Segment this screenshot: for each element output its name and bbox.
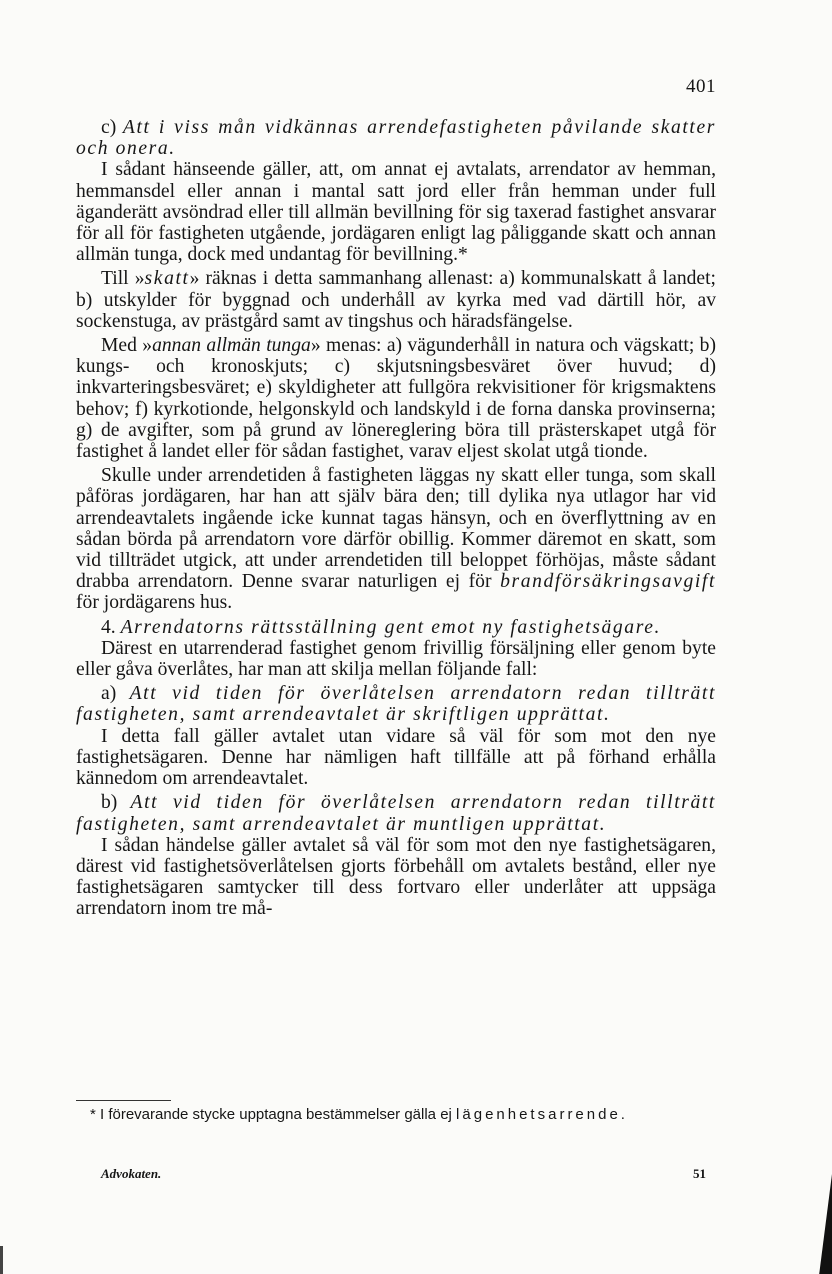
paragraph-text: Till » [101,268,145,290]
paragraph [76,638,716,680]
footnote-spaced-term: lägenhetsarrende. [456,1106,628,1123]
paragraph-text: Med » [101,335,153,357]
paragraph-text: för jordägarens hus. [76,592,233,614]
emphasized-text: Arrendatorns rättsställning gent emot ny fastighetsägare. [120,616,661,638]
footer-journal-title: Advokaten. [101,1166,162,1181]
paragraph-text: Därest en utarrenderad fastighet genom frivillig försäljning eller genom byte eller gåva överlåtes, har man att skilja mellan följande fall: [76,637,716,681]
paragraph-text: I detta fall gäller avtalet utan vidare så väl för som mot den nye fastighetsägaren. Denne har nämligen haft tillfälle att på förhand erhålla kännedom om arrendeavtalet. [76,725,716,790]
scan-edge-mark-left [0,1246,3,1274]
footnote-rule [76,1100,171,1101]
emphasized-text: annan allmän tunga [152,335,311,357]
paragraph-text: » räknas i detta sammanhang allenast: a) kommunalskatt å landet; b) utskylder för byggnad och underhåll av kyrka med vad därtill hör, av sockenstuga, av prästgård samt av tingshus och häradsfängelse. [76,268,716,332]
paragraph [76,335,716,462]
emphasized-text: brandförsäkringsavgift [500,571,716,593]
footer-signature-number: 51 [693,1166,706,1181]
emphasized-text: Att i viss mån vidkännas arrendefastigheten påvilande skatter och onera. [76,117,716,160]
paragraph [76,726,716,790]
paragraph [76,835,716,920]
paragraph-text: a) [101,683,130,705]
paragraph-text: I sådant hänseende gäller, att, om annat ej avtalats, arrendator av hemman, hemmansdel eller annan i mantal satt jord eller från hemman under full äganderätt avsöndrad eller till allmän bevillning för sig taxerad fastighet ansvarar för all för fastigheten utgående, jordägaren enligt lag påliggande skatt och annan allmän tunga, dock med undantag för bevillning.* [76,159,716,266]
paragraph-text: 4. [101,616,121,638]
paragraph [76,268,716,332]
body-text [76,117,716,920]
paragraph-text: » menas: a) vägunderhåll in natura och vägskatt; b) kungs- och kronoskjuts; c) skjutsningsbesväret över huvud; d) inkvarteringsbesväret; e) skyldigheter att fullgöra rekvisitioner för krigsmaktens behov; f) kyrkotionde, helgonskyld och landskyld i de forna danska provinserna; g) de avgifter, som på grund av lönereglering böra till prästerskapet utgå för fastighet å landet eller för sådan fastighet, varav eljest skolat utgå tionde. [76,335,716,463]
paragraph-text: b) [101,792,131,814]
emphasized-text: Att vid tiden för överlåtelsen arrendatorn redan tillträtt fastigheten, samt arrendeavtalet är muntligen upprättat. [76,792,716,835]
emphasized-text: skatt [144,268,190,290]
page-number: 401 [686,76,716,97]
paragraph-text: Skulle under arrendetiden å fastigheten läggas ny skatt eller tunga, som skall påföras jordägaren, har han att själv bära den; till dylika nya utlagor har vid arrendeavtalets ingående icke kunnat tagas hänsyn, och en överflyttning av en sådan börda på arrendatorn vore därför obillig. Kommer däremot en skatt, som vid tillträdet utgick, att under arrendetiden till beloppet förhöjas, måste sådant drabba arrendatorn. Denne svarar naturligen ej för [76,465,716,593]
paragraph [76,159,716,265]
paragraph [76,617,716,638]
paragraph-text: c) [101,117,123,138]
paragraph-text: I sådan händelse gäller avtalet så väl för som mot den nye fastighetsägaren, därest vid fastighetsöverlåtelsen gjorts förbehåll om avtalets bestånd, eller nye fastighetsägaren samtycker till dess fortvaro eller underlåter att uppsäga arrendatorn inom tre må- [76,834,716,920]
paragraph [76,465,716,613]
footnote [76,1106,716,1125]
paragraph [76,792,716,834]
scan-edge-mark [816,1174,832,1274]
emphasized-text: Att vid tiden för överlåtelsen arrendatorn redan tillträtt fastigheten, samt arrendeavtalet är skriftligen upprättat. [76,683,716,726]
paragraph [76,117,716,159]
paragraph [76,683,716,725]
footnote-text: * I förevarande stycke upptagna bestämmelser gälla ej [90,1106,457,1123]
